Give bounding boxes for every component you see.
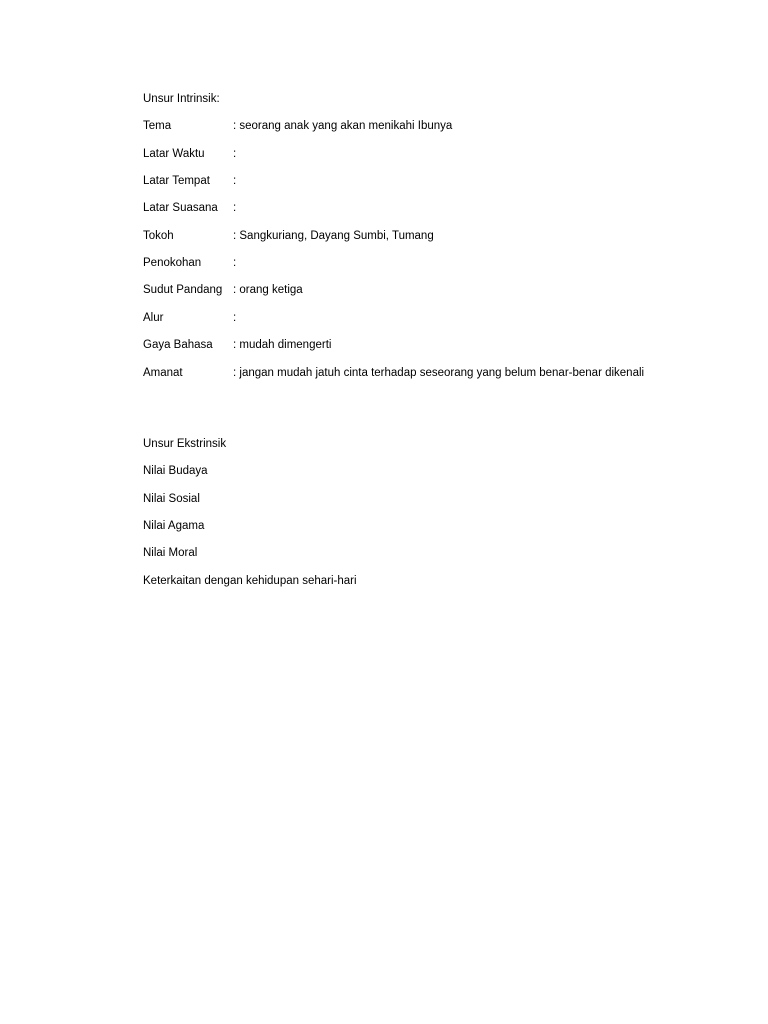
row-label: Latar Suasana [143, 202, 218, 214]
row-label: Penokohan [143, 257, 202, 269]
row-label: Tokoh [143, 230, 174, 242]
row-value: : [233, 312, 237, 324]
row-value: : [233, 257, 237, 269]
row-label: Amanat [143, 367, 183, 379]
row-label: Sudut Pandang [143, 284, 223, 296]
row-label: Tema [143, 120, 172, 132]
row-label: Latar Waktu [143, 148, 205, 160]
extrinsic-item-nilai-agama: Nilai Agama [143, 520, 205, 532]
intrinsic-heading: Unsur Intrinsik: [143, 93, 220, 105]
row-value: : jangan mudah jatuh cinta terhadap seseorang yang belum benar-benar dikenali [233, 367, 645, 379]
row-value: : mudah dimengerti [233, 339, 332, 351]
row-value: : orang ketiga [233, 284, 303, 296]
row-value: : Sangkuriang, Dayang Sumbi, Tumang [233, 230, 434, 242]
extrinsic-heading: Unsur Ekstrinsik [143, 438, 227, 450]
row-value: : [233, 175, 237, 187]
extrinsic-item-nilai-sosial: Nilai Sosial [143, 493, 200, 505]
row-value: : [233, 148, 237, 160]
extrinsic-item-nilai-moral: Nilai Moral [143, 547, 198, 559]
extrinsic-item-nilai-budaya: Nilai Budaya [143, 465, 208, 477]
extrinsic-item-keterkaitan: Keterkaitan dengan kehidupan sehari-hari [143, 575, 357, 587]
row-label: Gaya Bahasa [143, 339, 213, 351]
row-label: Latar Tempat [143, 175, 210, 187]
row-value: : [233, 202, 237, 214]
row-value: : seorang anak yang akan menikahi Ibunya [233, 120, 453, 132]
row-label: Alur [143, 312, 164, 324]
